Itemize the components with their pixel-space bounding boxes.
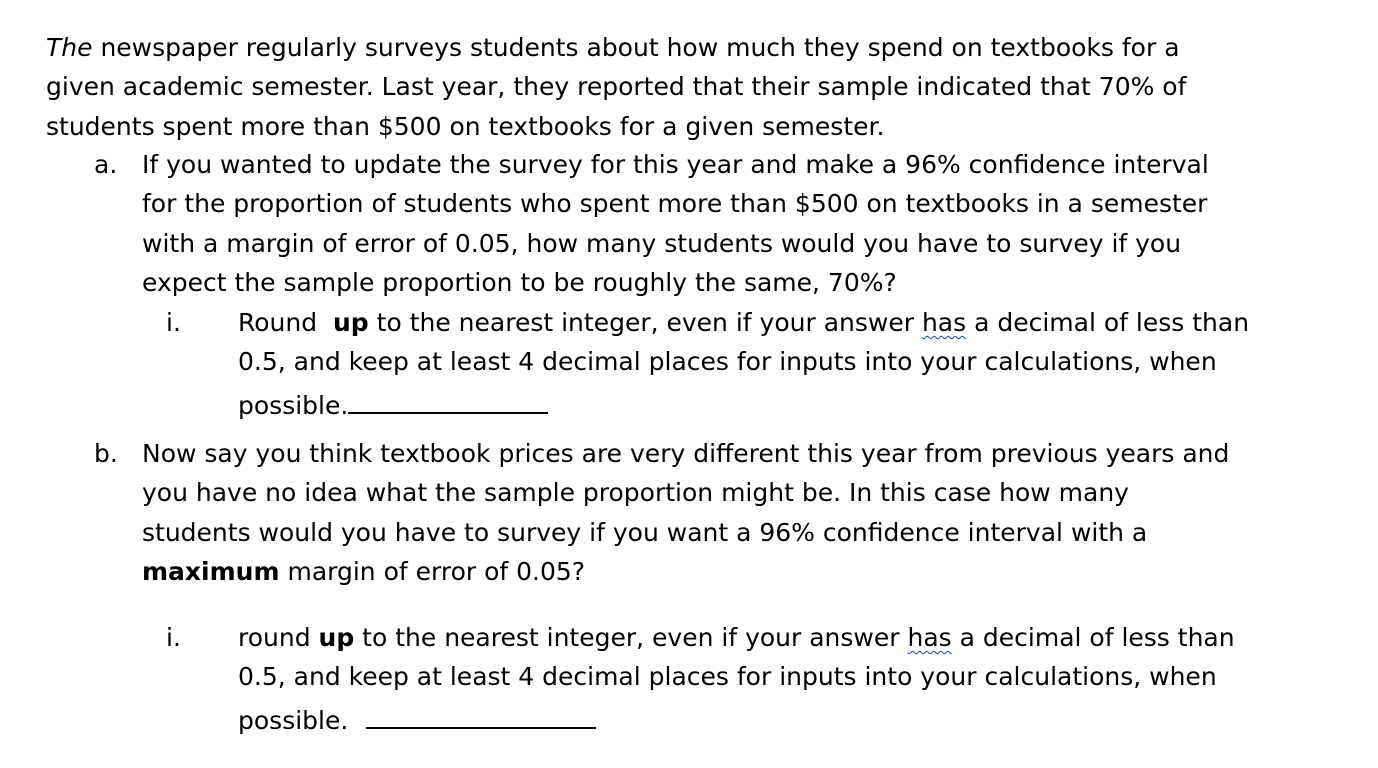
part-a-sub-instruction [238,303,1368,425]
intro-line-1-text: newspaper regularly surveys students about how much they spend on textbooks for a [92,33,1180,62]
part-a-sub-line-3 [238,382,1368,425]
part-a-line-1: If you wanted to update the survey for this year and make a 96% confidence interval [142,150,1209,179]
intro-first-word: The [46,33,93,62]
emphasis-up: up [333,308,369,337]
part-a-line-4: expect the sample proportion to be roughly the same, 70%? [142,268,897,298]
part-a-sub-line-1 [238,303,1368,342]
part-b-sub-line-3-text: possible. [238,705,357,735]
part-b-line-3: students would you have to survey if you want a 96% confidence interval with a [142,517,1148,547]
emphasis-maximum: maximum [142,557,280,587]
intro-line-2: given academic semester. Last year, they reported that their sample indicated that 70% of [46,72,1187,102]
part-a-sub-line-1-mid: to the nearest integer, even if your answer [368,308,922,337]
part-b-sub-line-3 [238,697,1368,740]
part-b-label: b. [94,439,118,468]
part-b-sub-line-1-end: a decimal of less than [951,623,1235,652]
part-b-sub-line-2: 0.5, and keep at least 4 decimal places for inputs into your calculations, when [238,662,1217,692]
part-a-sub-line-1-end: a decimal of less than [966,308,1250,337]
part-b-question [142,434,1367,592]
part-a-question [142,145,1367,303]
part-a-sub-label: i. [166,308,181,337]
spellcheck-word: has [907,623,952,652]
part-a-sub-line-1-start: Round [238,308,333,337]
part-a-line-3: with a margin of error of 0.05, how many students would you have to survey if you [142,228,1182,258]
part-a-line-2: for the proportion of students who spent more than $500 on textbooks in a semester [142,189,1208,219]
spellcheck-word: has [921,308,967,337]
part-b-sub-label: i. [166,623,181,652]
part-a-label: a. [94,150,118,179]
part-b-line-2: you have no idea what the sample proportion might be. In this case how many [142,478,1129,508]
answer-blank-b[interactable] [366,697,596,729]
part-a-sub-line-2: 0.5, and keep at least 4 decimal places for inputs into your calculations, when [238,347,1217,377]
part-b-sub-instruction [238,618,1368,740]
intro-line-1 [46,28,1366,67]
intro-paragraph [46,28,1366,146]
part-b-sub-line-1-mid: to the nearest integer, even if your answer [354,623,908,652]
emphasis-up: up [318,623,355,652]
answer-blank-a[interactable] [348,382,548,414]
part-b-line-4 [142,552,1367,591]
part-b-line-4-text: margin of error of 0.05? [279,557,586,587]
intro-line-3: students spent more than $500 on textbooks for a given semester. [46,111,885,141]
part-b-line-1: Now say you think textbook prices are very different this year from previous years and [142,439,1230,468]
part-b-sub-line-1 [238,618,1368,657]
part-b-sub-line-1-start: round [238,623,319,652]
part-a-sub-line-3-text: possible. [238,390,349,420]
